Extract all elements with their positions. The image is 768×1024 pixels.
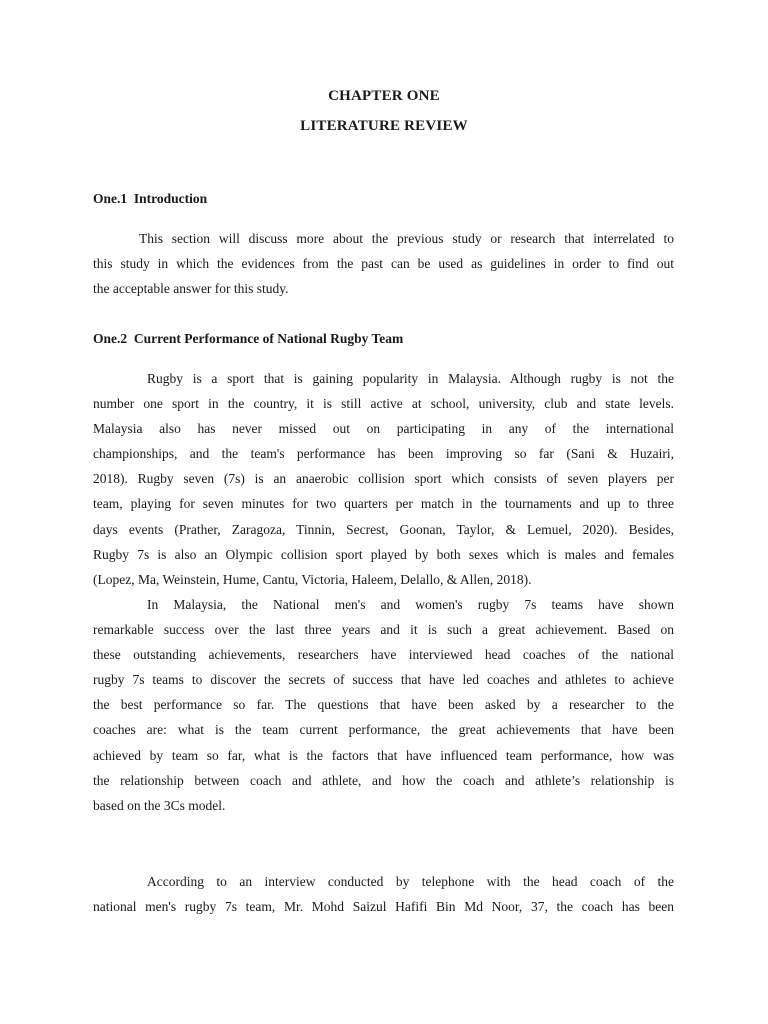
section-heading-introduction: One.1 Introduction bbox=[93, 191, 208, 206]
paragraph-line: remarkable success over the last three years and it is such a great achievement. Based on bbox=[93, 622, 674, 638]
paragraph-line: these outstanding achievements, researchers have interviewed head coaches of the national bbox=[93, 647, 674, 663]
paragraph-line: based on the 3Cs model. bbox=[93, 797, 226, 813]
paragraph-malaysia-success bbox=[93, 592, 674, 818]
paragraph-line: 2018). Rugby seven (7s) is an anaerobic collision sport which consists of seven players per bbox=[93, 471, 674, 487]
paragraph-line: rugby 7s teams to discover the secrets of success that have led coaches and athletes to achieve bbox=[93, 672, 674, 688]
paragraph-line: this study in which the evidences from the past can be used as guidelines in order to find out bbox=[93, 256, 674, 272]
paragraph-line: Rugby 7s is also an Olympic collision sport played by both sexes which is males and females bbox=[93, 546, 674, 562]
paragraph-line: (Lopez, Ma, Weinstein, Hume, Cantu, Victoria, Haleem, Delallo, & Allen, 2018). bbox=[93, 571, 532, 587]
chapter-number: CHAPTER ONE bbox=[328, 88, 440, 104]
paragraph-line: Malaysia also has never missed out on participating in any of the international bbox=[93, 421, 674, 437]
paragraph-line: national men's rugby 7s team, Mr. Mohd Saizul Hafifi Bin Md Noor, 37, the coach has been bbox=[93, 899, 674, 915]
paragraph-line: team, playing for seven minutes for two quarters per match in the tournaments and up to three bbox=[93, 496, 674, 512]
paragraph-line: coaches are: what is the team current performance, the great achievements that have been bbox=[93, 722, 674, 738]
paragraph-line: days events (Prather, Zaragoza, Tinnin, Secrest, Goonan, Taylor, & Lemuel, 2020). Besides, bbox=[93, 521, 674, 537]
paragraph-interview bbox=[93, 869, 674, 919]
paragraph-line: achieved by team so far, what is the factors that have influenced team performance, how was bbox=[93, 747, 674, 763]
paragraph-line: the best performance so far. The questions that have been asked by a researcher to the bbox=[93, 697, 674, 713]
paragraph-line: the acceptable answer for this study. bbox=[93, 281, 289, 297]
paragraph-line: According to an interview conducted by telephone with the head coach of the bbox=[147, 874, 674, 889]
paragraph-rugby-popularity bbox=[93, 366, 674, 592]
paragraph-introduction bbox=[93, 226, 674, 301]
paragraph-line: Rugby is a sport that is gaining popularity in Malaysia. Although rugby is not the bbox=[147, 371, 674, 386]
paragraph-line: In Malaysia, the National men's and women's rugby 7s teams have shown bbox=[147, 597, 674, 612]
paragraph-line: This section will discuss more about the previous study or research that interrelated to bbox=[139, 231, 674, 246]
paragraph-line: number one sport in the country, it is still active at school, university, club and state levels. bbox=[93, 396, 674, 412]
section-heading-current-performance: One.2 Current Performance of National Rugby Team bbox=[93, 331, 404, 346]
chapter-title: LITERATURE REVIEW bbox=[300, 118, 468, 134]
paragraph-line: the relationship between coach and athlete, and how the coach and athlete’s relationship is bbox=[93, 772, 674, 788]
paragraph-line: championships, and the team's performance has been improving so far (Sani & Huzairi, bbox=[93, 446, 674, 462]
